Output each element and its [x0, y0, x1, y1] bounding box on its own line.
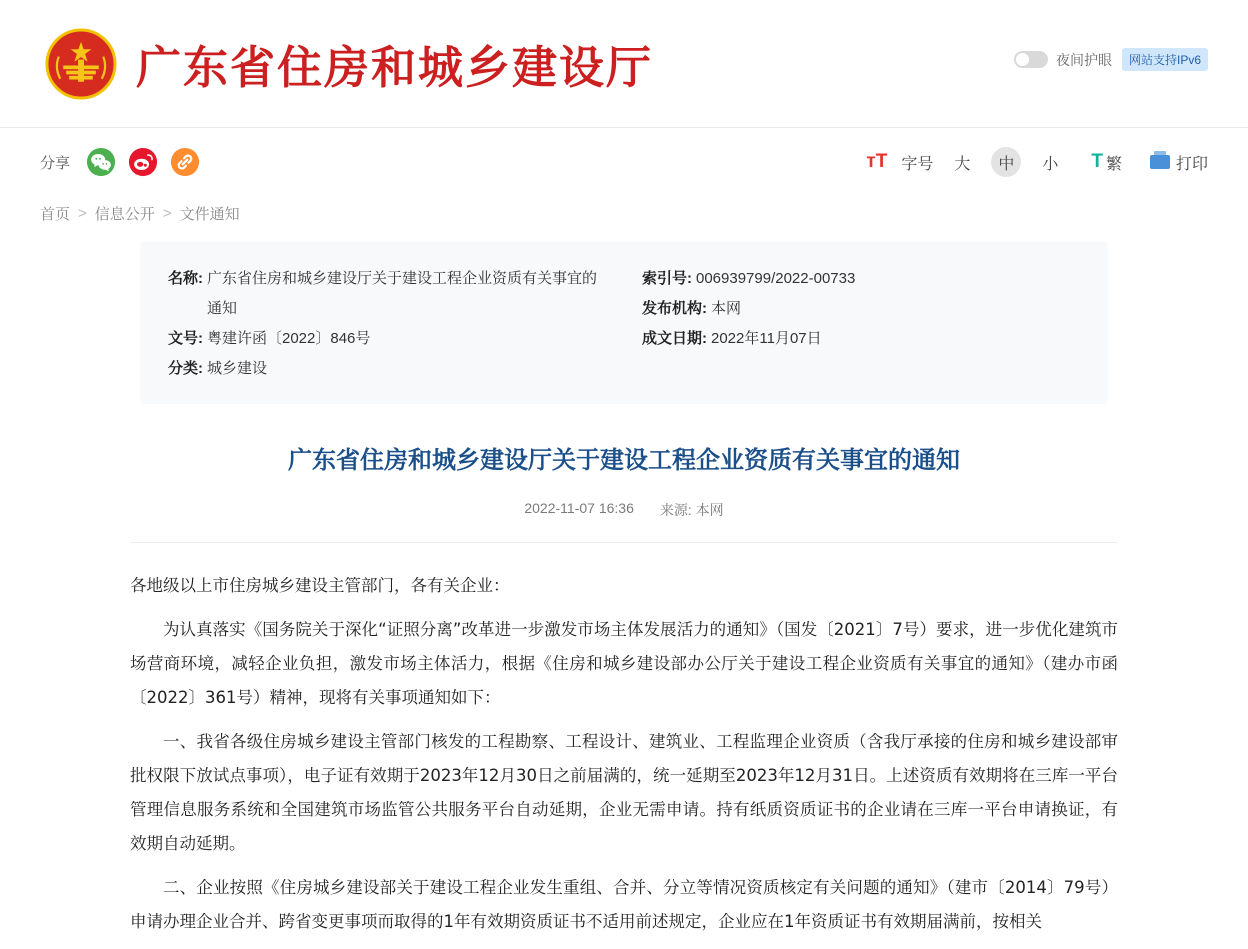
meta-key-category: 分类:: [168, 360, 203, 377]
meta-row-date: [642, 324, 1080, 354]
page-title: 广东省住房和城乡建设厅关于建设工程企业资质有关事宜的通知: [288, 446, 960, 474]
print-button[interactable]: [1150, 151, 1208, 174]
night-mode-label: 夜间护眼: [1055, 51, 1112, 68]
breadcrumb-item-home[interactable]: 首页: [40, 205, 71, 223]
traditional-chinese-icon: T: [1091, 151, 1103, 172]
publish-datetime: 2022-11-07 16:36: [524, 500, 634, 516]
font-size-icon: тT: [866, 151, 888, 172]
article-body: [130, 569, 1118, 939]
article-paragraph: 一、我省各级住房城乡建设主管部门核发的工程勘察、工程设计、建筑业、工程监理企业资质（含我厅承接的住房和城乡建设部审批权限下放试点事项），电子证有效期于2023年12月30日之前届满的，统一延期至2023年12月31日。上述资质有效期将在三库一平台管理信息服务系统和全国建筑市场监管公共服务平台自动延期，企业无需申请。持有纸质资质证书的企业请在三库一平台申请换证，有效期自动延期。: [130, 732, 1118, 853]
print-label: 打印: [1175, 155, 1208, 173]
meta-row-category: [168, 354, 606, 384]
document-meta-panel: [140, 242, 1108, 404]
font-size-label: 字号: [901, 155, 934, 173]
meta-value-category: 城乡建设: [207, 360, 268, 377]
meta-row-name: [168, 264, 606, 324]
document-meta-wrap: [0, 230, 1248, 404]
meta-value-publisher: 本网: [711, 300, 742, 317]
night-mode-switch[interactable]: [1014, 51, 1048, 68]
national-emblem-icon: [44, 27, 118, 101]
article-paragraph: 二、企业按照《住房城乡建设部关于建设工程企业发生重组、合并、分立等情况资质核定有关问题的通知》（建市〔2014〕79号）申请办理企业合并、跨省变更事项而取得的1年有效期资质证书不适用前述规定，企业应在1年资质证书有效期届满前，按相关: [130, 878, 1118, 931]
meta-row-docnumber: [168, 324, 606, 354]
article-divider: [130, 542, 1118, 543]
meta-key-index: 索引号:: [642, 270, 692, 287]
ipv6-badge: 网站支持IPv6: [1122, 48, 1208, 71]
site-title: 广东省住房和城乡建设厅: [136, 41, 654, 94]
page-toolbar: [0, 128, 1248, 196]
font-size-large[interactable]: 大: [954, 155, 971, 173]
article-subheader: [40, 500, 1208, 520]
article-paragraph: 为认真落实《国务院关于深化“证照分离”改革进一步激发市场主体发展活力的通知》（国发〔2021〕7号）要求，进一步优化建筑市场营商环境，减轻企业负担，激发市场主体活力，根据《住房和城乡建设部办公厅关于建设工程企业资质有关事宜的通知》（建办市函〔2022〕361号）精神，现将有关事项通知如下：: [130, 620, 1118, 707]
meta-value-index: 006939799/2022-00733: [696, 270, 856, 287]
header-right-controls: [1014, 48, 1208, 71]
printer-icon: [1150, 155, 1170, 169]
share-label: 分享: [40, 154, 71, 172]
breadcrumb-item-info-disclosure[interactable]: 信息公开: [94, 205, 155, 223]
meta-key-name: 名称:: [168, 270, 203, 287]
traditional-chinese-label: 繁: [1105, 155, 1122, 173]
breadcrumb-separator: >: [162, 204, 172, 222]
night-mode-toggle[interactable]: [1014, 50, 1112, 70]
meta-value-name: 广东省住房和城乡建设厅关于建设工程企业资质有关事宜的通知: [207, 270, 598, 317]
breadcrumb-separator: >: [78, 204, 87, 222]
traditional-chinese-button[interactable]: [1091, 151, 1122, 174]
toolbar-right: [866, 147, 1208, 177]
meta-value-date: 2022年11月07日: [711, 330, 822, 347]
font-size-medium[interactable]: 中: [991, 147, 1021, 177]
article-paragraph: 各地级以上市住房城乡建设主管部门，各有关企业：: [130, 576, 510, 595]
article-source: 来源: 本网: [659, 502, 724, 518]
weibo-icon[interactable]: [128, 147, 158, 177]
meta-column-right: [606, 264, 1080, 384]
meta-column-left: [168, 264, 606, 384]
breadcrumb: [0, 196, 1248, 230]
breadcrumb-item-documents[interactable]: 文件通知: [179, 205, 240, 223]
share-group: [40, 147, 200, 177]
article: [0, 404, 1248, 939]
wechat-icon[interactable]: [86, 147, 116, 177]
meta-key-publisher: 发布机构:: [642, 300, 707, 317]
font-size-small[interactable]: 小: [1042, 155, 1059, 173]
site-header: [0, 0, 1248, 128]
meta-key-docnumber: 文号:: [168, 330, 203, 347]
meta-value-docnumber: 粤建许函〔2022〕846号: [207, 330, 371, 347]
meta-key-date: 成文日期:: [642, 330, 707, 347]
meta-row-publisher: [642, 294, 1080, 324]
link-icon[interactable]: [170, 147, 200, 177]
meta-row-index: [642, 264, 1080, 294]
